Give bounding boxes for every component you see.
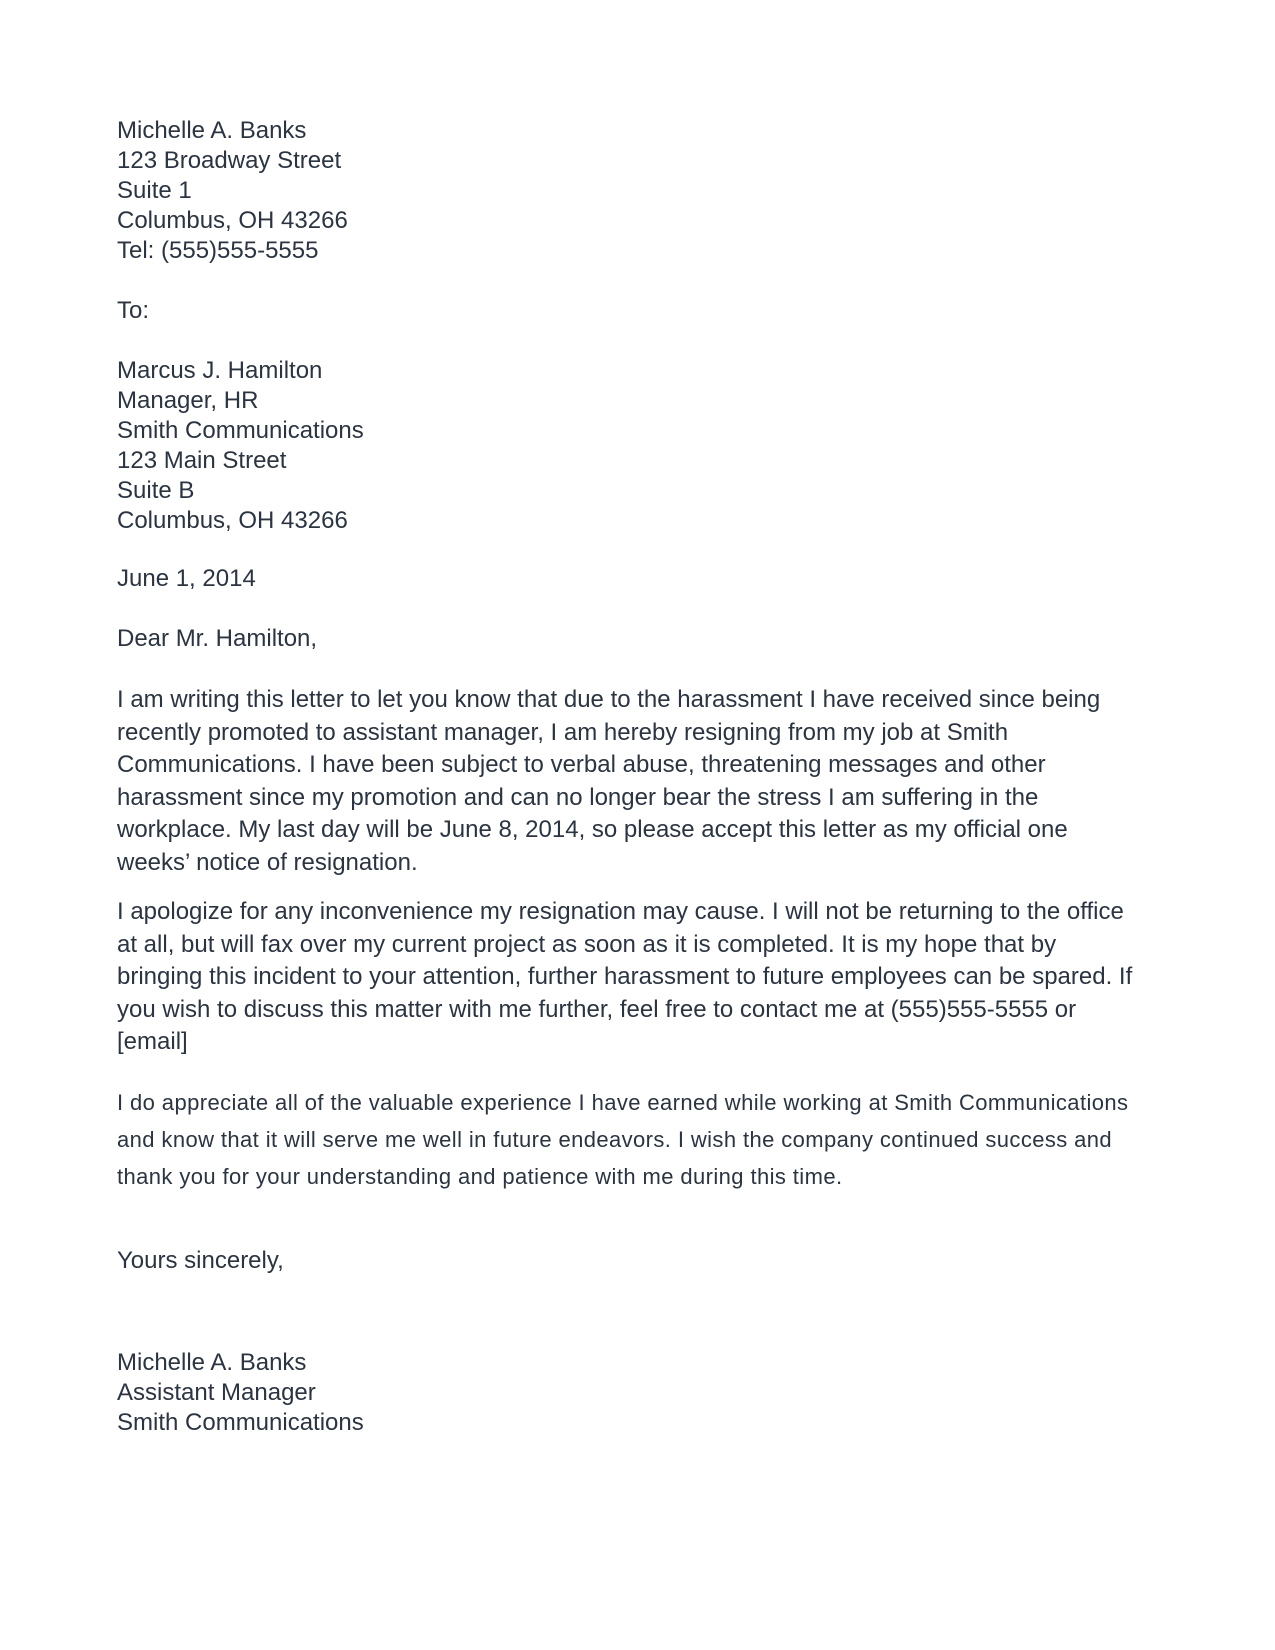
signature-company: Smith Communications (117, 1409, 364, 1436)
recipient-company: Smith Communications (117, 417, 364, 444)
to-label-block (117, 296, 149, 326)
closing-block (117, 1246, 284, 1276)
to-label: To: (117, 297, 150, 324)
recipient-name: Marcus J. Hamilton (117, 357, 323, 384)
sender-city: Columbus, OH 43266 (117, 207, 348, 234)
signature-title: Assistant Manager (117, 1379, 316, 1406)
body-paragraph-3 (117, 1084, 1137, 1195)
recipient-suite: Suite B (117, 477, 195, 504)
body-paragraph-2 (117, 896, 1137, 1059)
body-paragraph-1 (117, 684, 1137, 879)
salutation: Dear Mr. Hamilton, (117, 625, 318, 652)
salutation-block (117, 624, 317, 654)
sender-name: Michelle A. Banks (117, 117, 307, 144)
recipient-street: 123 Main Street (117, 447, 287, 474)
body-paragraph-1-text: I am writing this letter to let you know that due to the harassment I have received since being recently promoted to assistant manager, I am hereby resigning from my job at Smith Communications. I have been subject to verbal abuse, threatening messages and other harassment since my promotion and can no longer bear the stress I am suffering in the workplace. My last day will be June 8, 2014, so please accept this letter as my official one weeks’ notice of resignation. (117, 686, 1101, 876)
sender-phone: Tel: (555)555-5555 (117, 237, 319, 264)
letter-page (117, 116, 1137, 1436)
sender-street: 123 Broadway Street (117, 147, 342, 174)
signature-name: Michelle A. Banks (117, 1349, 307, 1376)
recipient-city: Columbus, OH 43266 (117, 507, 348, 534)
letter-date-block (117, 564, 256, 594)
body-paragraph-2-text: I apologize for any inconvenience my resignation may cause. I will not be returning to the office at all, but will fax over my current project as soon as it is completed. It is my hope that by bringing this incident to your attention, further harassment to future employees can be spared. If you wish to discuss this matter with me further, feel free to contact me at (555)555-5555 or [email] (117, 898, 1133, 1055)
closing-line: Yours sincerely, (117, 1247, 284, 1274)
sender-address-block (117, 116, 1137, 266)
letter-date: June 1, 2014 (117, 565, 256, 592)
signature-block (117, 1348, 364, 1438)
sender-suite: Suite 1 (117, 177, 192, 204)
recipient-address-block (117, 356, 364, 536)
recipient-title: Manager, HR (117, 387, 259, 414)
body-paragraph-3-text: I do appreciate all of the valuable experience I have earned while working at Smith Communications and know that it will serve me well in future endeavors. I wish the company continued success and thank you for your understanding and patience with me during this time. (117, 1090, 1129, 1189)
